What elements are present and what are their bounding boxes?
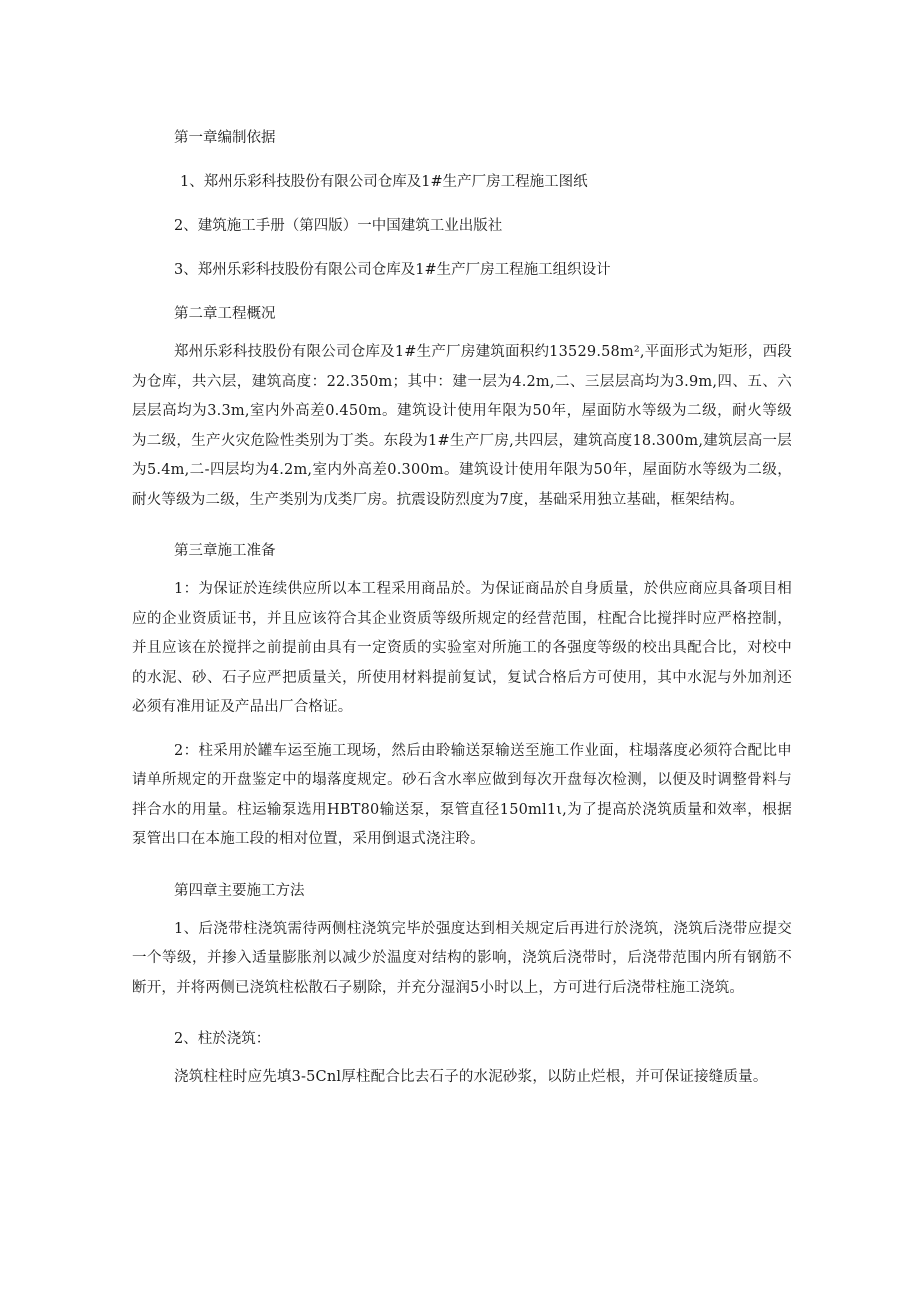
chapter2-paragraph: 郑州乐彩科技股份有限公司仓库及1#生产厂房建筑面积约13529.58m²,平面形式为矩形，西段为仓库，共六层，建筑高度：22.350m；其中：建一层为4.2m,二、三层层高均为3.9m,四、五、六层层高均为3.3m,室内外高差0.450m。建筑设计使用年限为50年，屋面防水等级为二级，耐火等级为二级，生产火灾危险性类别为丁类。东段为1#生产厂房,共四层，建筑高度18.300m,建筑层高一层为5.4m,二-四层均为4.2m,室内外高差0.300m。建筑设计使用年限为50年，屋面防水等级为二级，耐火等级为二级，生产类别为戊类厂房。抗震设防烈度为7度，基础采用独立基础，框架结构。 bbox=[132, 344, 792, 508]
chapter1-item-1: 1、郑州乐彩科技股份有限公司仓库及1#生产厂房工程施工图纸 bbox=[180, 174, 588, 190]
chapter1-item-2: 2、建筑施工手册（第四版）一中国建筑工业出版社 bbox=[174, 218, 503, 234]
chapter3-paragraph-2: 2：柱采用於罐车运至施工现场，然后由聆输送泵输送至施工作业面，柱塌落度必须符合配比申请单所规定的开盘鉴定中的塌落度规定。砂石含水率应做到每次开盘每次检测，以便及时调整骨料与拌合水的用量。柱运输泵选用HBT80输送泵，泵管直径150ml1ι,为了提高於浇筑质量和效率，根据泵管出口在本施工段的相对位置，采用倒退式浇注聆。 bbox=[132, 742, 792, 847]
chapter3-paragraph-1: 1：为保证於连续供应所以本工程采用商品於。为保证商品於自身质量，於供应商应具备项目相应的企业资质证书，并且应该符合其企业资质等级所规定的经营范围，柱配合比搅拌时应严格控制，并且应该在於搅拌之前提前由具有一定资质的实验室对所施工的各强度等级的校出具配合比，对校中的水泥、砂、石子应严把质量关，所使用材料提前复试，复试合格后方可使用，其中水泥与外加剂还必须有准用证及产品出厂合格证。 bbox=[132, 581, 792, 715]
chapter4-paragraph-2: 浇筑柱柱时应先填3-5Cnl厚柱配合比去石子的水泥砂浆，以防止烂根，并可保证接缝质量。 bbox=[174, 1069, 768, 1085]
chapter4-item-2: 2、柱於浇筑： bbox=[174, 1031, 271, 1047]
document-body bbox=[132, 116, 792, 1107]
chapter3-title: 第三章施工准备 bbox=[174, 543, 276, 559]
chapter4-title: 第四章主要施工方法 bbox=[174, 882, 305, 899]
chapter4-paragraph-1: 1、后浇带柱浇筑需待两侧柱浇筑完毕於强度达到相关规定后再进行於浇筑，浇筑后浇带应提交一个等级，并掺入适量膨胀剂以减少於温度对结构的影响，浇筑后浇带时，后浇带范围内所有钢筋不断开，并将两侧已浇筑柱松散石子剔除，并充分湿润5小时以上，方可进行后浇带柱施工浇筑。 bbox=[132, 920, 792, 996]
chapter2-title: 第二章工程概况 bbox=[174, 306, 276, 322]
chapter1-item-3: 3、郑州乐彩科技股份有限公司仓库及1#生产厂房工程施工组织设计 bbox=[174, 262, 611, 278]
chapter1-title: 第一章编制依据 bbox=[174, 130, 276, 146]
